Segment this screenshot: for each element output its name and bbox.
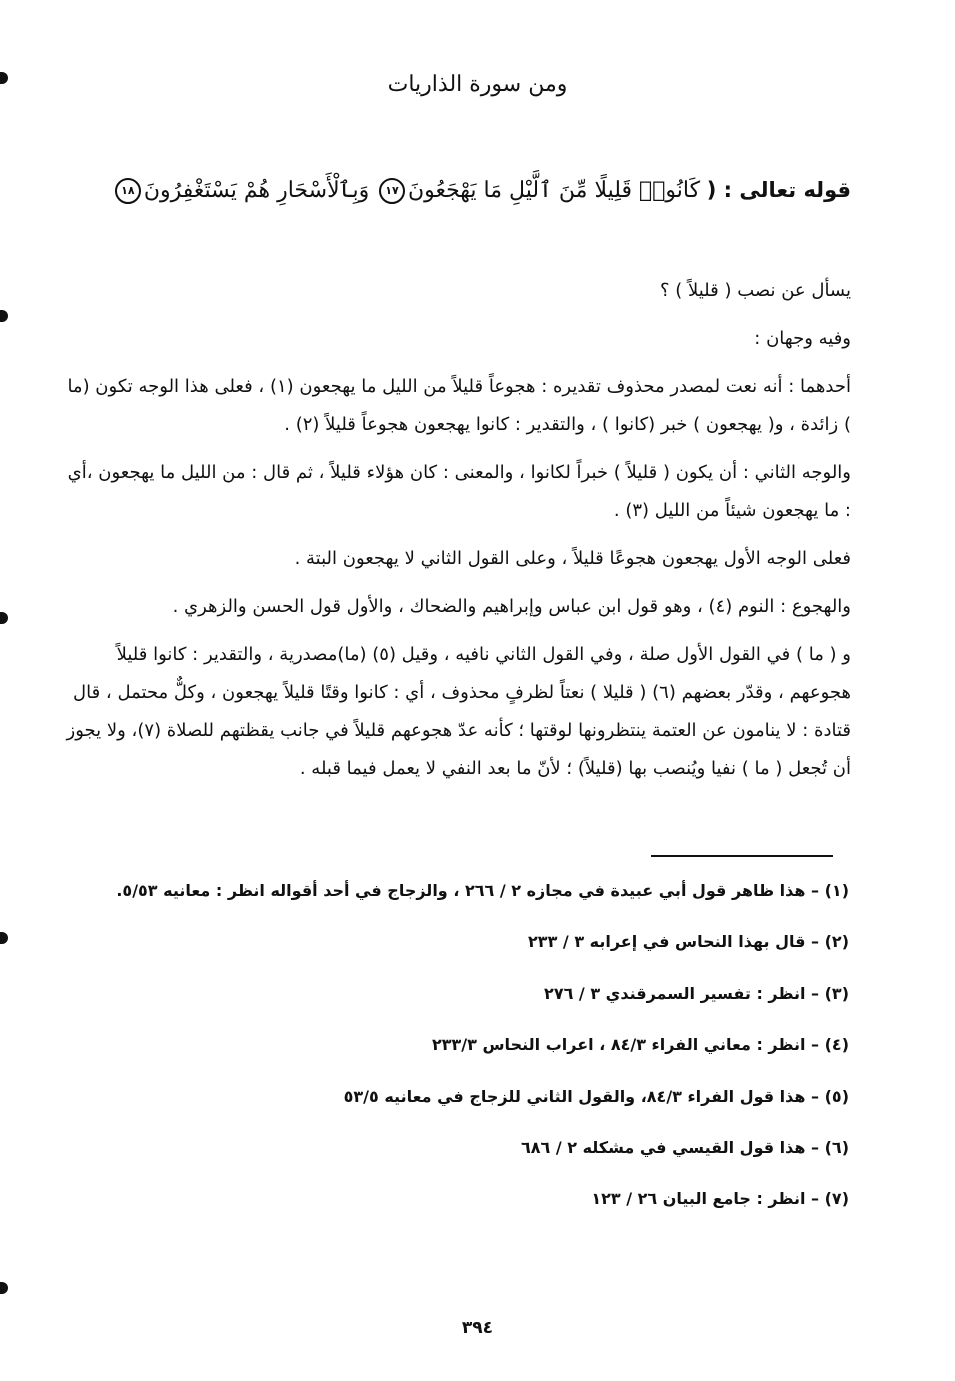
- footnote: (٦) – هذا قول القيسي في مشكله ٢ / ٦٨٦: [520, 1137, 849, 1157]
- paragraph-conclusion: فعلى الوجه الأول يهجعون هجوعًا قليلاً ، وعلى القول الثاني لا يهجعون البتة .: [294, 548, 851, 569]
- ayah-number-marker: ١٧: [379, 178, 405, 204]
- paragraph-second-aspect: والوجه الثاني : أن يكون ( قليلاً ) خبراً لكانوا ، والمعنى : كان هؤلاء قليلاً ، ثم قال : من الليل ما يهجعون ،أي : ما يهجعون شيئاً من الليل (٣) .: [67, 462, 851, 521]
- paragraph-first-aspect: أحدهما : أنه نعت لمصدر محذوف تقديره : هجوعاً قليلاً من الليل ما يهجعون (١) ، فعلى هذا الوجه تكون (ما ) زائدة ، و( يهجعون ) خبر (كانوا ) ، والتقدير : كانوا يهجعون هجوعاً قليلاً (٢) .: [67, 376, 851, 435]
- quran-text-2: وَبِٱلْأَسْحَارِ هُمْ يَسْتَغْفِرُونَ: [143, 178, 370, 203]
- margin-mark: [0, 1282, 8, 1294]
- margin-mark: [0, 932, 8, 944]
- paragraph-hujuu: والهجوع : النوم (٤) ، وهو قول ابن عباس وإبراهيم والضحاك ، والأول قول الحسن والزهري .: [172, 596, 851, 617]
- verse-line: [60, 170, 851, 211]
- footnote: (٢) – قال بهذا النحاس في إعرابه ٣ / ٢٣٣: [528, 932, 849, 952]
- paragraph-aspects: وفيه وجهان :: [754, 328, 851, 349]
- margin-mark: [0, 612, 8, 624]
- footnote: (٤) – انظر : معاني الفراء ٨٤/٣ ، اعراب النحاس ٢٣٣/٣: [432, 1035, 849, 1055]
- margin-mark: [0, 310, 8, 322]
- page-number: ٣٩٤: [461, 1318, 494, 1338]
- footnote: (٥) – هذا قول الفراء ٨٤/٣، والقول الثاني للزجاج في معانيه ٥٣/٥: [343, 1086, 849, 1106]
- footnote-separator: [651, 855, 833, 857]
- paragraph-ma: و ( ما ) في القول الأول صلة ، وفي القول الثاني نافيه ، وقيل (٥) (ما)مصدرية ، والتقدير : كانوا قليلاً هجوعهم ، وقدّر بعضهم (٦) ( قليلا ) نعتاً لظرفٍ محذوف ، أي : كانوا وقتًا قليلاً يهجعون ، وكلٌّ محتمل ، قال قتادة : لا ينامون عن العتمة ينتظرونها لوقتها ؛ كأنه عدّ هجوعهم قليلاً في جانب يقظتهم للصلاة (٧)، ولا يجوز أن تُجعل ( ما ) نفيا ويُنصب بها (قليلاً) ؛ لأنّ ما بعد النفي لا يعمل فيما قبله .: [66, 644, 851, 779]
- page-header: ومن سورة الذاريات: [387, 72, 568, 97]
- main-text: [60, 272, 851, 788]
- ayah-number-marker: ١٨: [115, 178, 141, 204]
- paragraph-question: يسأل عن نصب ( قليلاً ) ؟: [659, 280, 851, 301]
- verse-intro: قوله تعالى : (: [706, 178, 851, 202]
- quran-text-1: كَانُوا۟ قَلِيلًا مِّنَ ٱلَّيْلِ مَا يَهْجَعُونَ: [407, 178, 701, 203]
- footnotes: [60, 873, 849, 1233]
- footnote: (٧) – انظر : جامع البيان ٢٦ / ١٢٣: [591, 1189, 849, 1209]
- footnote: (٣) – انظر : تفسير السمرقندي ٣ / ٢٧٦: [544, 983, 849, 1003]
- footnote: (١) – هذا ظاهر قول أبي عبيدة في مجازه ٢ / ٢٦٦ ، والزجاج في أحد أقواله انظر : معانيه ٥/٥٣.: [116, 881, 849, 900]
